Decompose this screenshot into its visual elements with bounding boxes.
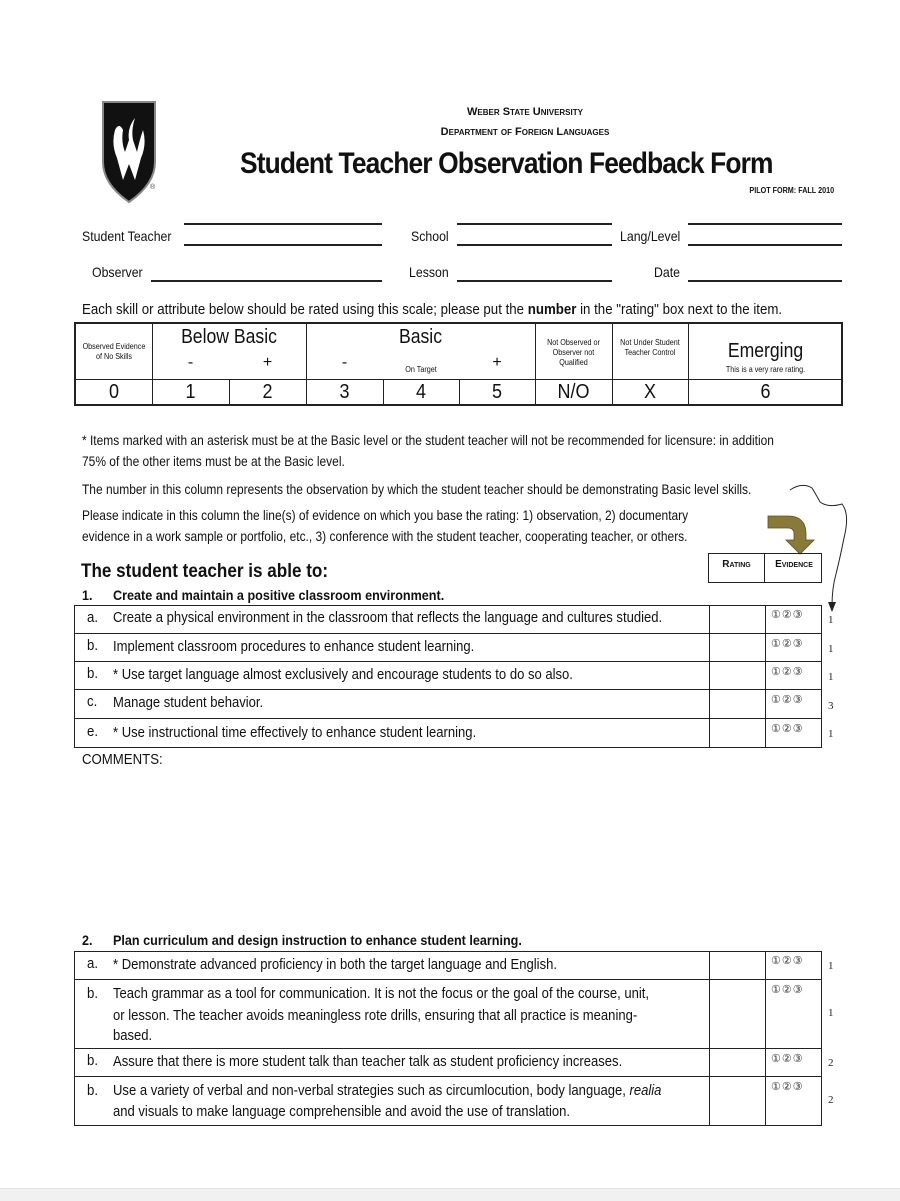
section-number: 1. xyxy=(82,587,93,603)
item-text: Assure that there is more student talk than teacher talk as student proficiency increases. xyxy=(113,1053,623,1070)
school-line-upper xyxy=(457,223,612,225)
divider xyxy=(459,379,460,404)
item-text: Use a variety of verbal and non-verbal strategies such as circumlocution, body language, xyxy=(113,1082,630,1099)
evidence-marks[interactable]: ①②③ xyxy=(771,666,804,678)
asterisk-note-line1: * Items marked with an asterisk must be at the Basic level or the student teacher will not be recommended for licensure: in addition xyxy=(82,432,774,448)
asterisk-note-line2: 75% of the other items must be at the Basic level. xyxy=(82,453,345,469)
item-letter: b. xyxy=(87,637,99,654)
evidence-note-line1: Please indicate in this column the line(s) of evidence on which you base the rating: 1) observation, 2) documentary xyxy=(82,507,689,523)
table-row xyxy=(74,690,822,719)
evidence-marks[interactable]: ①②③ xyxy=(771,723,804,735)
page-footer-strip xyxy=(0,1188,900,1201)
divider xyxy=(688,324,689,404)
evidence-cell[interactable] xyxy=(765,662,766,689)
scale-header-not-under-control: Not Under Student Teacher Control xyxy=(620,338,680,357)
scale-value: 5 xyxy=(491,381,503,403)
observer-field[interactable] xyxy=(151,280,382,282)
rating-cell[interactable] xyxy=(709,719,710,747)
rating-cell[interactable] xyxy=(709,951,710,979)
item-letter: e. xyxy=(87,723,99,740)
lang-level-line-upper xyxy=(688,223,842,225)
evidence-marks[interactable]: ①②③ xyxy=(771,609,804,621)
rating-column-header: Rating xyxy=(722,559,751,570)
section-number: 2. xyxy=(82,932,93,948)
scale-value: 4 xyxy=(415,381,427,403)
date-field[interactable] xyxy=(688,280,842,282)
item-text: Manage student behavior. xyxy=(113,694,264,711)
scale-minus-3: - xyxy=(341,354,348,371)
observation-number: 1 xyxy=(828,614,834,626)
item-text: Implement classroom procedures to enhance student learning. xyxy=(113,638,475,655)
department-name: Department of Foreign Languages xyxy=(440,126,610,138)
registered-mark: ® xyxy=(150,184,156,191)
observation-number: 1 xyxy=(828,643,834,655)
scale-header-no-skills: Observed Evidence of No Skills xyxy=(82,342,146,361)
divider xyxy=(535,324,536,404)
curved-down-arrow-icon xyxy=(766,510,816,556)
lesson-field[interactable] xyxy=(457,280,612,282)
scale-value: N/O xyxy=(557,381,590,403)
date-label: Date xyxy=(654,264,681,280)
lesson-label: Lesson xyxy=(409,264,449,280)
scale-header-below-basic: Below Basic xyxy=(181,326,277,348)
item-letter: b. xyxy=(87,985,99,1002)
table-row xyxy=(74,662,822,690)
scale-value: 3 xyxy=(339,381,350,403)
rating-cell[interactable] xyxy=(709,690,710,718)
pilot-form-label: PILOT FORM: FALL 2010 xyxy=(749,186,834,195)
evidence-note-line2: evidence in a work sample or portfolio, etc., 3) conference with the student teacher, cooperating teacher, or others. xyxy=(82,528,688,544)
section-title: Plan curriculum and design instruction to enhance student learning. xyxy=(113,932,522,948)
rating-cell[interactable] xyxy=(709,662,710,689)
lang-level-label: Lang/Level xyxy=(620,228,681,244)
observation-number: 2 xyxy=(828,1057,834,1069)
scale-plus-2: + xyxy=(262,354,273,371)
rating-cell[interactable] xyxy=(709,980,710,1048)
item-text-line: and visuals to make language comprehensible and avoid the use of translation. xyxy=(113,1103,571,1120)
scale-on-target: On Target xyxy=(405,365,437,374)
table-row xyxy=(74,634,822,662)
observation-number: 2 xyxy=(828,1094,834,1106)
scale-value: 1 xyxy=(185,381,196,403)
scale-instruction-text-end: in the "rating" box next to the item. xyxy=(576,301,783,318)
evidence-marks[interactable]: ①②③ xyxy=(771,1081,804,1093)
scale-minus-1: - xyxy=(187,354,194,371)
school-label: School xyxy=(411,228,449,244)
item-letter: b. xyxy=(87,1052,99,1069)
scale-plus-5: + xyxy=(492,354,502,371)
school-field[interactable] xyxy=(457,244,612,246)
evidence-marks[interactable]: ①②③ xyxy=(771,984,804,996)
table-row xyxy=(74,1049,822,1077)
rating-cell[interactable] xyxy=(709,634,710,661)
item-text-line: based. xyxy=(113,1027,153,1044)
observation-number: 1 xyxy=(828,960,834,972)
student-teacher-field[interactable] xyxy=(184,244,382,246)
table-row xyxy=(74,951,822,980)
item-text: * Demonstrate advanced proficiency in both the target language and English. xyxy=(113,956,557,973)
rating-cell[interactable] xyxy=(709,1049,710,1076)
evidence-cell[interactable] xyxy=(765,605,766,633)
scale-header-emerging: Emerging xyxy=(727,340,804,362)
observation-number: 1 xyxy=(828,728,834,740)
item-letter: b. xyxy=(87,1082,99,1099)
evidence-marks[interactable]: ①②③ xyxy=(771,694,804,706)
evidence-cell[interactable] xyxy=(765,951,766,979)
observation-number: 1 xyxy=(828,671,834,683)
table-row xyxy=(74,605,822,634)
table-row xyxy=(74,980,822,1049)
column-note: The number in this column represents the observation by which the student teacher should be demonstrating Basic level skills. xyxy=(82,481,752,497)
observation-number: 3 xyxy=(828,700,834,712)
divider xyxy=(612,324,613,404)
evidence-marks[interactable]: ①②③ xyxy=(771,1053,804,1065)
item-text: * Use target language almost exclusively and encourage students to do so also. xyxy=(113,666,573,683)
scale-header-not-observed: Not Observed or Observer not Qualified xyxy=(547,338,600,367)
page-title: Student Teacher Observation Feedback Form xyxy=(240,147,773,180)
item-text-italic: realia xyxy=(629,1082,662,1099)
section-title: Create and maintain a positive classroom environment. xyxy=(113,587,445,603)
able-to-heading: The student teacher is able to: xyxy=(81,561,329,582)
scale-value: X xyxy=(643,381,657,403)
scale-instruction-text: Each skill or attribute below should be rated using this scale; please put the xyxy=(82,301,528,318)
item-text-line xyxy=(113,1080,661,1102)
column-header-box xyxy=(708,553,822,583)
scale-value: 2 xyxy=(262,381,273,403)
evidence-cell[interactable] xyxy=(765,690,766,718)
divider xyxy=(229,379,230,404)
evidence-cell[interactable] xyxy=(765,980,766,1048)
evidence-marks[interactable]: ①②③ xyxy=(771,955,804,967)
comments-label: COMMENTS: xyxy=(82,751,163,768)
rating-scale-table xyxy=(74,322,843,406)
table-row xyxy=(74,1077,822,1126)
rating-cell[interactable] xyxy=(709,605,710,633)
scale-instruction xyxy=(82,301,782,318)
scale-value: 6 xyxy=(760,381,771,403)
item-letter: b. xyxy=(87,665,99,682)
observation-number: 1 xyxy=(828,1007,834,1019)
evidence-cell[interactable] xyxy=(765,719,766,747)
student-teacher-label: Student Teacher xyxy=(82,228,172,244)
evidence-cell[interactable] xyxy=(765,1049,766,1076)
scale-header-basic: Basic xyxy=(398,326,443,348)
evidence-column-header: Evidence xyxy=(775,559,813,570)
university-name: Weber State University xyxy=(467,106,583,118)
item-letter: a. xyxy=(87,609,99,626)
item-text: Create a physical environment in the classroom that reflects the language and cultures studied. xyxy=(113,609,663,626)
divider xyxy=(383,379,384,404)
evidence-cell[interactable] xyxy=(765,1077,766,1125)
table-row xyxy=(74,719,822,748)
item-letter: a. xyxy=(87,955,99,972)
scale-instruction-bold: number xyxy=(527,301,577,318)
student-teacher-line-upper xyxy=(184,223,382,225)
item-text-line: or lesson. The teacher avoids meaningless rote drills, ensuring that all practice is meaning- xyxy=(113,1007,638,1024)
observer-label: Observer xyxy=(92,264,143,280)
evidence-marks[interactable]: ①②③ xyxy=(771,638,804,650)
item-text: * Use instructional time effectively to enhance student learning. xyxy=(113,724,477,741)
comments-area[interactable] xyxy=(82,772,822,922)
evidence-cell[interactable] xyxy=(765,634,766,661)
item-text-line: Teach grammar as a tool for communication. It is not the focus or the goal of the course, unit, xyxy=(113,985,650,1002)
lang-level-field[interactable] xyxy=(688,244,842,246)
scale-emerging-note: This is a very rare rating. xyxy=(725,365,806,374)
rating-cell[interactable] xyxy=(709,1077,710,1125)
item-letter: c. xyxy=(87,693,98,710)
scale-value: 0 xyxy=(108,381,120,403)
